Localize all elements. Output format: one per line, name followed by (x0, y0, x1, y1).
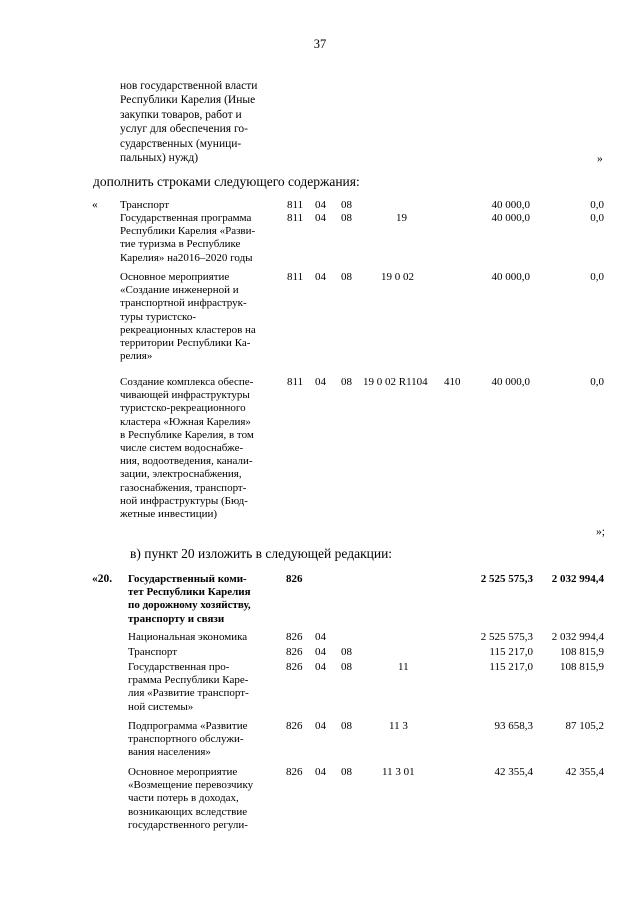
description-line: ной системы» (128, 700, 194, 713)
page-number: 37 (313, 37, 327, 51)
amount-year-2: 0,0 (590, 199, 604, 211)
row-description (128, 720, 288, 760)
description-line: Республики Карелия «Разви- (120, 225, 256, 238)
description-line: зации, электроснабжения, (120, 468, 242, 481)
description-line: жетные инвестиции) (120, 508, 218, 521)
description-line: Государственный коми- (128, 573, 247, 585)
section-code: 04 (315, 271, 326, 283)
description-line: территории Республики Ка- (120, 337, 251, 350)
amount-year-2: 87 105,2 (565, 720, 604, 732)
amount-year-1: 115 217,0 (489, 661, 533, 673)
target-article-code: 11 3 01 (382, 766, 415, 778)
description-line: чивающей инфраструктуры (120, 389, 250, 402)
description-line: Основное мероприятие (120, 271, 230, 283)
target-article-code: 19 0 02 R1104 (363, 376, 428, 388)
row-description (120, 212, 280, 265)
target-article-code: 19 0 02 (381, 271, 414, 283)
chapter-code: 826 (286, 646, 303, 658)
chapter-code: 826 (286, 766, 303, 778)
row-description (120, 271, 280, 363)
chapter-code: 811 (287, 199, 304, 211)
subsection-code: 08 (341, 199, 352, 211)
description-line: Государственная про- (128, 661, 230, 673)
chapter-code: 826 (286, 720, 303, 732)
amount-year-1: 42 355,4 (494, 766, 533, 778)
chapter-code: 826 (286, 661, 303, 673)
description-line: лия «Развитие транспорт- (128, 687, 249, 700)
subsection-code: 08 (341, 271, 352, 283)
description-line: транспортного обслужи- (128, 733, 244, 746)
description-line: грамма Республики Каре- (128, 674, 249, 687)
row-description (128, 766, 288, 832)
tail-line: сударственных (муници- (120, 137, 242, 150)
chapter-code: 826 (286, 631, 303, 643)
description-line: тет Республики Карелия (128, 586, 251, 599)
description-line: в Республике Карелия, в том (120, 428, 254, 441)
description-line: туры туристско- (120, 310, 197, 323)
chapter-code: 826 (286, 573, 303, 585)
description-line: релия» (120, 350, 153, 363)
row-description (120, 199, 280, 212)
tail-line: закупки товаров, работ и (120, 108, 242, 121)
description-line: «Создание инженерной и (120, 284, 239, 297)
tail-line: пальных) нужд) (120, 152, 199, 164)
subsection-code: 08 (341, 212, 352, 224)
amount-year-2: 2 032 994,4 (551, 573, 604, 585)
description-line: Национальная экономика (128, 631, 248, 643)
amount-year-2: 42 355,4 (565, 766, 604, 778)
description-line: вания населения» (128, 746, 211, 759)
description-line: «Возмещение перевозчику (128, 779, 254, 792)
row-description (128, 631, 288, 644)
row-description (128, 646, 288, 659)
amount-year-1: 115 217,0 (489, 646, 533, 658)
tail-line: услуг для обеспечения го- (120, 123, 248, 136)
description-line: кластера «Южная Карелия» (120, 415, 251, 428)
chapter-code: 811 (287, 376, 304, 388)
chapter-code: 811 (287, 271, 304, 283)
description-line: тие туризма в Республике (120, 238, 241, 251)
subsection-code: 08 (341, 661, 352, 673)
section-code: 04 (315, 212, 326, 224)
amount-year-1: 93 658,3 (494, 720, 533, 732)
target-article-code: 11 (398, 661, 409, 673)
subsection-code: 08 (341, 720, 352, 732)
section-code: 04 (315, 376, 326, 388)
description-line: Основное мероприятие (128, 766, 238, 778)
amount-year-1: 2 525 575,3 (480, 631, 533, 643)
amount-year-1: 40 000,0 (491, 212, 530, 224)
description-line: туристско-рекреационного (120, 402, 246, 415)
description-line: государственного регули- (128, 818, 248, 831)
amount-year-1: 40 000,0 (491, 271, 530, 283)
amount-year-2: 0,0 (590, 376, 604, 388)
section-code: 04 (315, 720, 326, 732)
closing-quote: » (597, 153, 603, 165)
description-line: транспорту и связи (128, 612, 225, 625)
description-line: ной инфраструктуры (Бюд- (120, 494, 248, 507)
description-line: по дорожному хозяйству, (128, 599, 251, 612)
tail-line: Республики Карелия (Иные (120, 94, 256, 107)
instruction-point-20: в) пункт 20 изложить в следующей редакции: (130, 546, 393, 561)
description-line: числе систем водоснабже- (120, 442, 244, 455)
section-code: 04 (315, 766, 326, 778)
description-line: части потерь в доходах, (128, 792, 239, 805)
description-line: Создание комплекса обеспе- (120, 376, 254, 388)
amount-year-1: 40 000,0 (491, 376, 530, 388)
description-line: Транспорт (128, 646, 178, 658)
amount-year-1: 40 000,0 (491, 199, 530, 211)
section-code: 04 (315, 661, 326, 673)
section-code: 04 (315, 199, 326, 211)
description-line: транспортной инфраструк- (120, 297, 247, 310)
description-line: Карелия» на2016–2020 годы (120, 251, 253, 264)
target-article-code: 19 (396, 212, 407, 224)
description-line: ния, водоотведения, канали- (120, 455, 253, 468)
row-description (120, 376, 280, 521)
subsection-code: 08 (341, 766, 352, 778)
description-line: Подпрограмма «Развитие (128, 720, 248, 732)
instruction-add-rows: дополнить строками следующего содержания: (93, 174, 360, 189)
amount-year-2: 0,0 (590, 212, 604, 224)
amount-year-2: 108 815,9 (560, 646, 604, 658)
amount-year-2: 108 815,9 (560, 661, 604, 673)
amount-year-2: 2 032 994,4 (551, 631, 604, 643)
description-line: рекреационных кластеров на (120, 323, 256, 336)
row-description (128, 661, 288, 714)
amount-year-2: 0,0 (590, 271, 604, 283)
table2-open-quote: «20. (92, 573, 113, 585)
description-line: Транспорт (120, 199, 170, 211)
section-code: 04 (315, 631, 326, 643)
expense-type-code: 410 (444, 376, 461, 388)
subsection-code: 08 (341, 376, 352, 388)
amount-year-1: 2 525 575,3 (480, 573, 533, 585)
section-code: 04 (315, 646, 326, 658)
description-line: Государственная программа (120, 212, 252, 224)
description-line: возникающих вследствие (128, 805, 248, 818)
target-article-code: 11 3 (389, 720, 408, 732)
table1-open-quote: « (92, 199, 98, 211)
chapter-code: 811 (287, 212, 304, 224)
tail-line: нов государственной власти (120, 80, 258, 92)
subsection-code: 08 (341, 646, 352, 658)
description-line: газоснабжения, транспорт- (120, 481, 247, 494)
row-description (128, 573, 288, 626)
table1-close-quote: »; (596, 526, 605, 538)
